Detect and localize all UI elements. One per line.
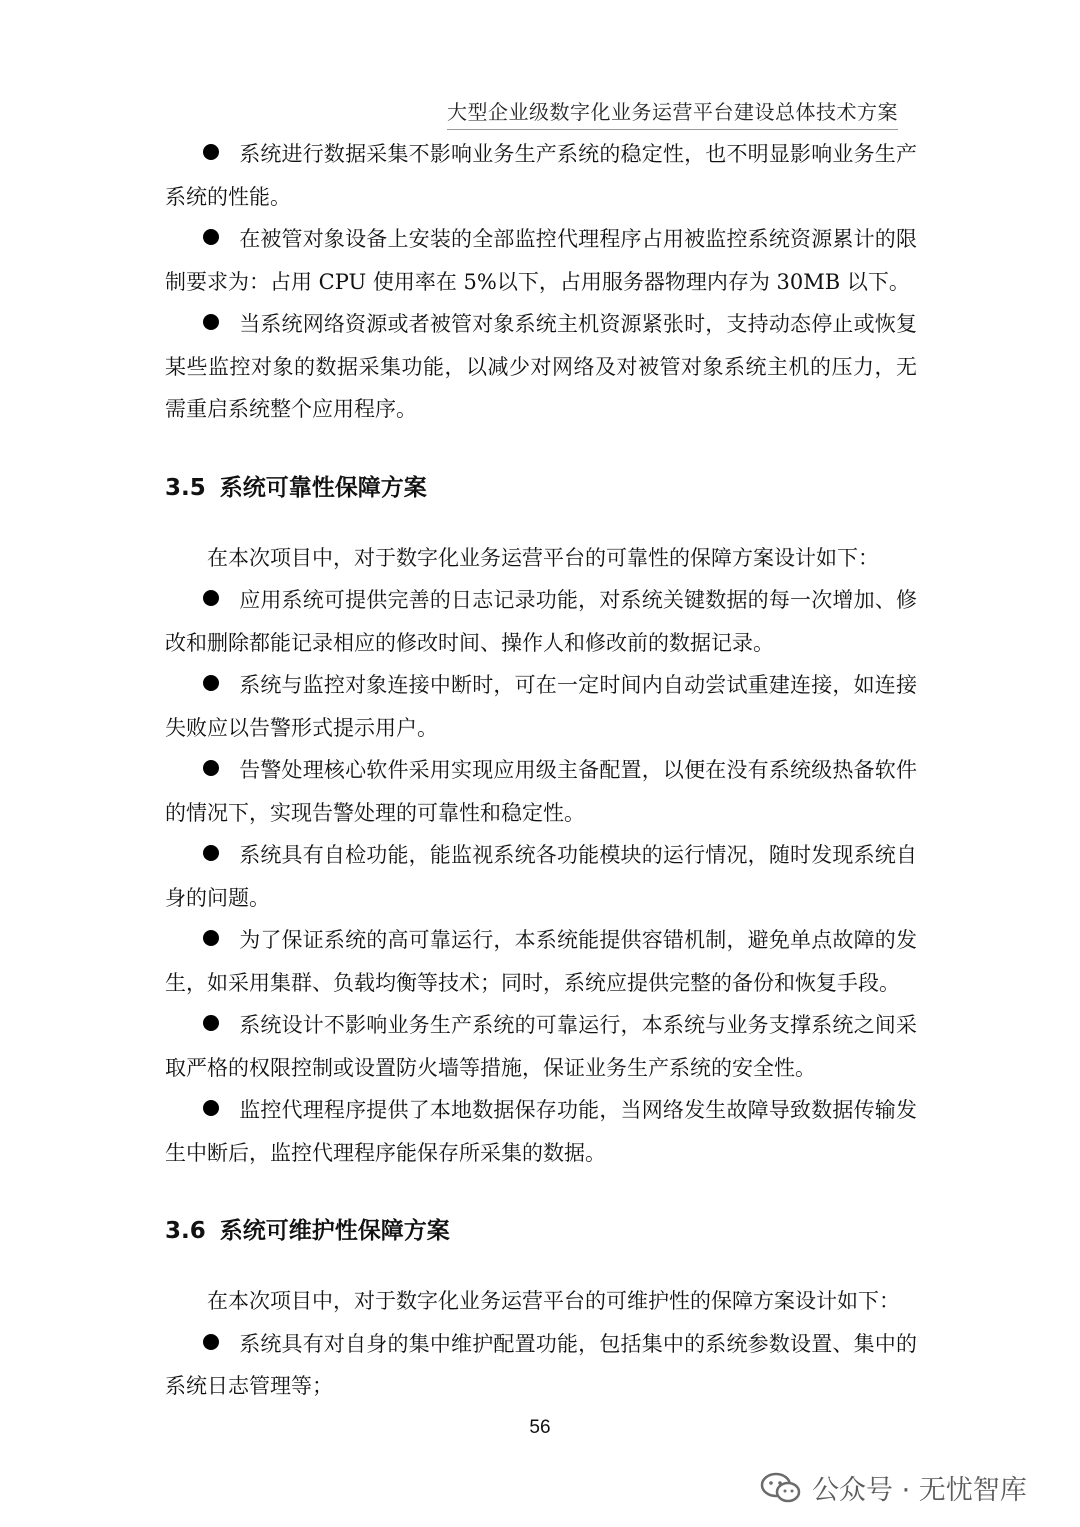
bullet-dot-icon — [203, 675, 219, 691]
bullet-item: 系统进行数据采集不影响业务生产系统的稳定性，也不明显影响业务生产系统的性能。 — [165, 142, 917, 209]
section-heading-3-5: 3.5 系统可靠性保障方案 — [165, 474, 427, 501]
bullet-item: 系统设计不影响业务生产系统的可靠运行，本系统与业务支撑系统之间采取严格的权限控制或设置防火墙等措施，保证业务生产系统的安全性。 — [165, 1013, 917, 1080]
bullet-item: 为了保证系统的高可靠运行，本系统能提供容错机制，避免单点故障的发生，如采用集群、负载均衡等技术；同时，系统应提供完整的备份和恢复手段。 — [165, 928, 917, 995]
section-heading-3-6: 3.6 系统可维护性保障方案 — [165, 1218, 450, 1244]
watermark-text: 公众号 · 无忧智库 — [812, 1475, 1027, 1506]
bullet-item: 告警处理核心软件采用实现应用级主备配置，以便在没有系统级热备软件的情况下，实现告警处理的可靠性和稳定性。 — [165, 758, 917, 825]
bullet-item: 在被管对象设备上安装的全部监控代理程序占用被监控系统资源累计的限制要求为：占用 CPU 使用率在 5%以下，占用服务器物理内存为 30MB 以下。 — [165, 227, 917, 294]
bullet-dot-icon — [203, 1100, 219, 1116]
bullet-dot-icon — [203, 590, 219, 606]
bullet-dot-icon — [203, 229, 219, 245]
bullet-item: 系统具有对自身的集中维护配置功能，包括集中的系统参数设置、集中的系统日志管理等； — [165, 1331, 917, 1398]
section-intro: 在本次项目中，对于数字化业务运营平台的可靠性的保障方案设计如下： — [207, 545, 879, 570]
section-intro: 在本次项目中，对于数字化业务运营平台的可维护性的保障方案设计如下： — [207, 1289, 900, 1313]
wechat-icon — [760, 1471, 802, 1505]
page-content — [165, 133, 917, 1408]
page-number: 56 — [529, 1417, 551, 1438]
bullet-dot-icon — [203, 845, 219, 861]
bullet-dot-icon — [203, 144, 219, 160]
bullet-dot-icon — [203, 760, 219, 776]
bullet-dot-icon — [203, 1334, 219, 1350]
watermark — [760, 1468, 1027, 1507]
bullet-dot-icon — [203, 314, 219, 330]
bullet-dot-icon — [203, 1015, 219, 1031]
bullet-item: 当系统网络资源或者被管对象系统主机资源紧张时，支持动态停止或恢复某些监控对象的数据采集功能，以减少对网络及对被管对象系统主机的压力，无需重启系统整个应用程序。 — [165, 312, 917, 421]
bullet-item: 系统具有自检功能，能监视系统各功能模块的运行情况，随时发现系统自身的问题。 — [165, 843, 917, 910]
bullet-item: 应用系统可提供完善的日志记录功能，对系统关键数据的每一次增加、修改和删除都能记录相应的修改时间、操作人和修改前的数据记录。 — [165, 588, 917, 655]
running-header: 大型企业级数字化业务运营平台建设总体技术方案 — [447, 96, 898, 130]
bullet-item: 系统与监控对象连接中断时，可在一定时间内自动尝试重建连接，如连接失败应以告警形式提示用户。 — [165, 673, 917, 740]
bullet-dot-icon — [203, 930, 219, 946]
bullet-item: 监控代理程序提供了本地数据保存功能，当网络发生故障导致数据传输发生中断后，监控代理程序能保存所采集的数据。 — [165, 1098, 917, 1165]
